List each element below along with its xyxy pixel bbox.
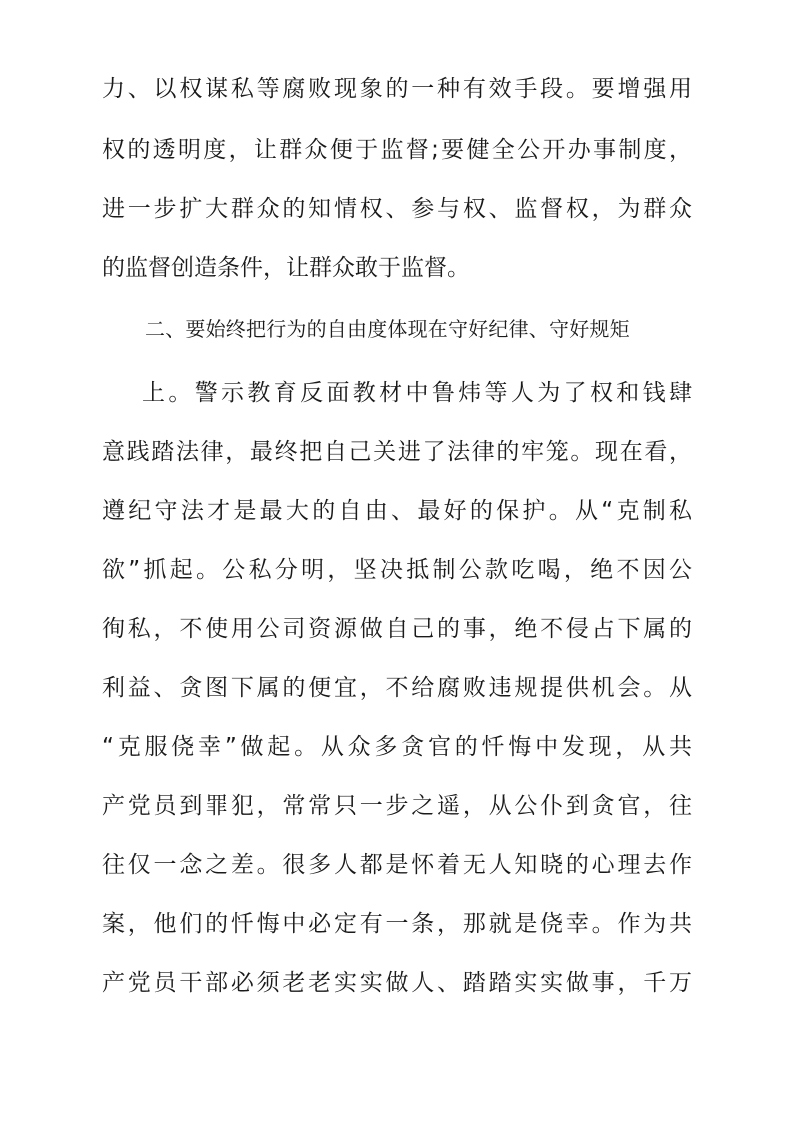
section-heading: 二、要始终把行为的自由度体现在守好纪律、守好规矩 xyxy=(145,317,630,341)
text-line: 权的透明度，让群众便于监督;要健全公开办事制度， xyxy=(102,137,692,163)
text-line: 力、以权谋私等腐败现象的一种有效手段。要增强用 xyxy=(102,76,692,102)
text-line: 徇私，不使用公司资源做自己的事，绝不侵占下属的 xyxy=(102,616,692,642)
text-line: 往仅一念之差。很多人都是怀着无人知晓的心理去作 xyxy=(102,852,692,878)
text-line: 欲”抓起。公私分明，坚决抵制公款吃喝，绝不因公 xyxy=(102,557,692,583)
text-line: 意践踏法律，最终把自己关进了法律的牢笼。现在看， xyxy=(102,439,692,465)
text-line: 产党员到罪犯，常常只一步之遥，从公仆到贪官，往 xyxy=(102,793,692,819)
text-line: 利益、贪图下属的便宜，不给腐败违规提供机会。从 xyxy=(102,675,692,701)
text-line: 产党员干部必须老老实实做人、踏踏实实做事，千万 xyxy=(102,970,692,996)
text-line: “克服侥幸”做起。从众多贪官的忏悔中发现，从共 xyxy=(102,734,692,760)
text-line: 的监督创造条件，让群众敢于监督。 xyxy=(102,255,470,281)
text-line: 上。警示教育反面教材中鲁炜等人为了权和钱肆 xyxy=(142,380,692,406)
text-line: 案，他们的忏悔中必定有一条，那就是侥幸。作为共 xyxy=(102,911,692,937)
text-line: 遵纪守法才是最大的自由、最好的保护。从“克制私 xyxy=(102,498,692,524)
text-line: 进一步扩大群众的知情权、参与权、监督权，为群众 xyxy=(102,196,692,222)
